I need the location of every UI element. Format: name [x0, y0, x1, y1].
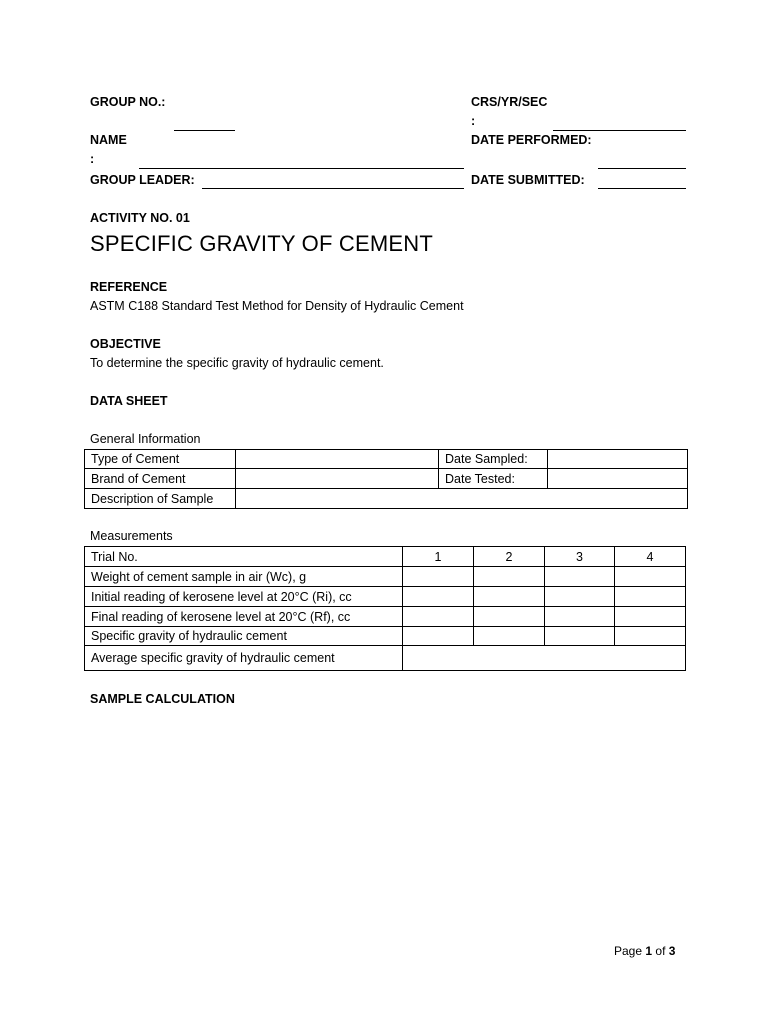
page-number: [614, 944, 675, 958]
general-info-caption: General Information: [90, 432, 201, 446]
measurement-cell[interactable]: [474, 607, 545, 627]
name-label: NAME: [90, 133, 127, 147]
group-leader-field-line[interactable]: [202, 188, 464, 189]
general-info-row: [85, 450, 688, 469]
measurement-label: Specific gravity of hydraulic cement: [85, 627, 403, 646]
group-no-field-line[interactable]: [174, 130, 235, 131]
reference-text: ASTM C188 Standard Test Method for Density of Hydraulic Cement: [90, 299, 464, 313]
name-colon: :: [90, 152, 95, 166]
measurement-cell[interactable]: [615, 567, 686, 587]
average-label: Average specific gravity of hydraulic cement: [85, 646, 403, 671]
description-of-sample-label: Description of Sample: [85, 489, 236, 509]
general-info-row: [85, 469, 688, 489]
measurement-cell[interactable]: [474, 587, 545, 607]
reference-heading: REFERENCE: [90, 280, 168, 294]
trial-number: 4: [615, 547, 686, 567]
sample-calculation-area[interactable]: [84, 712, 687, 932]
average-value-cell[interactable]: [403, 646, 686, 671]
type-of-cement-value-cell[interactable]: [236, 450, 439, 469]
measurement-cell[interactable]: [545, 567, 615, 587]
measurement-cell[interactable]: [545, 587, 615, 607]
trial-number: 1: [403, 547, 474, 567]
sample-calculation-heading: SAMPLE CALCULATION: [90, 692, 235, 706]
measurement-row: [85, 607, 686, 627]
measurement-cell[interactable]: [403, 587, 474, 607]
date-sampled-value-cell[interactable]: [548, 450, 688, 469]
date-performed-field-line[interactable]: [598, 168, 686, 169]
objective-heading: OBJECTIVE: [90, 337, 161, 351]
measurement-cell[interactable]: [403, 567, 474, 587]
measurement-label: Initial reading of kerosene level at 20°C (Ri), cc: [85, 587, 403, 607]
average-row: [85, 646, 686, 671]
measurement-cell[interactable]: [403, 607, 474, 627]
activity-number: ACTIVITY NO. 01: [90, 211, 190, 225]
page-total: 3: [668, 944, 676, 958]
measurements-table: [84, 546, 686, 671]
measurements-header-row: [85, 547, 686, 567]
trial-number: 2: [474, 547, 545, 567]
measurement-cell[interactable]: [474, 627, 545, 646]
measurement-cell[interactable]: [615, 627, 686, 646]
general-info-table: [84, 449, 688, 509]
objective-text: To determine the specific gravity of hydraulic cement.: [90, 356, 384, 370]
measurement-cell[interactable]: [474, 567, 545, 587]
measurement-cell[interactable]: [545, 607, 615, 627]
measurements-caption: Measurements: [90, 529, 173, 543]
group-leader-label: GROUP LEADER:: [90, 173, 195, 187]
activity-title: SPECIFIC GRAVITY OF CEMENT: [90, 231, 433, 256]
measurement-label: Final reading of kerosene level at 20°C (Rf), cc: [85, 607, 403, 627]
brand-of-cement-label: Brand of Cement: [85, 469, 236, 489]
type-of-cement-label: Type of Cement: [85, 450, 236, 469]
measurement-row: [85, 627, 686, 646]
brand-of-cement-value-cell[interactable]: [236, 469, 439, 489]
date-tested-label: Date Tested:: [439, 469, 548, 489]
crs-yr-sec-colon: :: [471, 114, 476, 128]
measurement-cell[interactable]: [403, 627, 474, 646]
page-of: of: [655, 944, 666, 958]
date-submitted-label: DATE SUBMITTED:: [471, 173, 585, 187]
date-performed-label: DATE PERFORMED:: [471, 133, 592, 147]
measurement-row: [85, 587, 686, 607]
date-submitted-field-line[interactable]: [598, 188, 686, 189]
page-prefix: Page: [614, 944, 643, 958]
date-sampled-label: Date Sampled:: [439, 450, 548, 469]
measurement-cell[interactable]: [615, 607, 686, 627]
description-of-sample-value-cell[interactable]: [236, 489, 688, 509]
general-info-row: [85, 489, 688, 509]
measurement-row: [85, 567, 686, 587]
crs-yr-sec-label: CRS/YR/SEC: [471, 95, 548, 109]
crs-yr-sec-field-line[interactable]: [553, 130, 686, 131]
measurement-label: Weight of cement sample in air (Wc), g: [85, 567, 403, 587]
trial-number: 3: [545, 547, 615, 567]
measurement-cell[interactable]: [615, 587, 686, 607]
data-sheet-heading: DATA SHEET: [90, 394, 168, 408]
date-tested-value-cell[interactable]: [548, 469, 688, 489]
page-current: 1: [645, 944, 653, 958]
name-field-line[interactable]: [139, 168, 464, 169]
measurement-cell[interactable]: [545, 627, 615, 646]
group-no-label: GROUP NO.:: [90, 95, 166, 109]
trial-no-label: Trial No.: [85, 547, 403, 567]
